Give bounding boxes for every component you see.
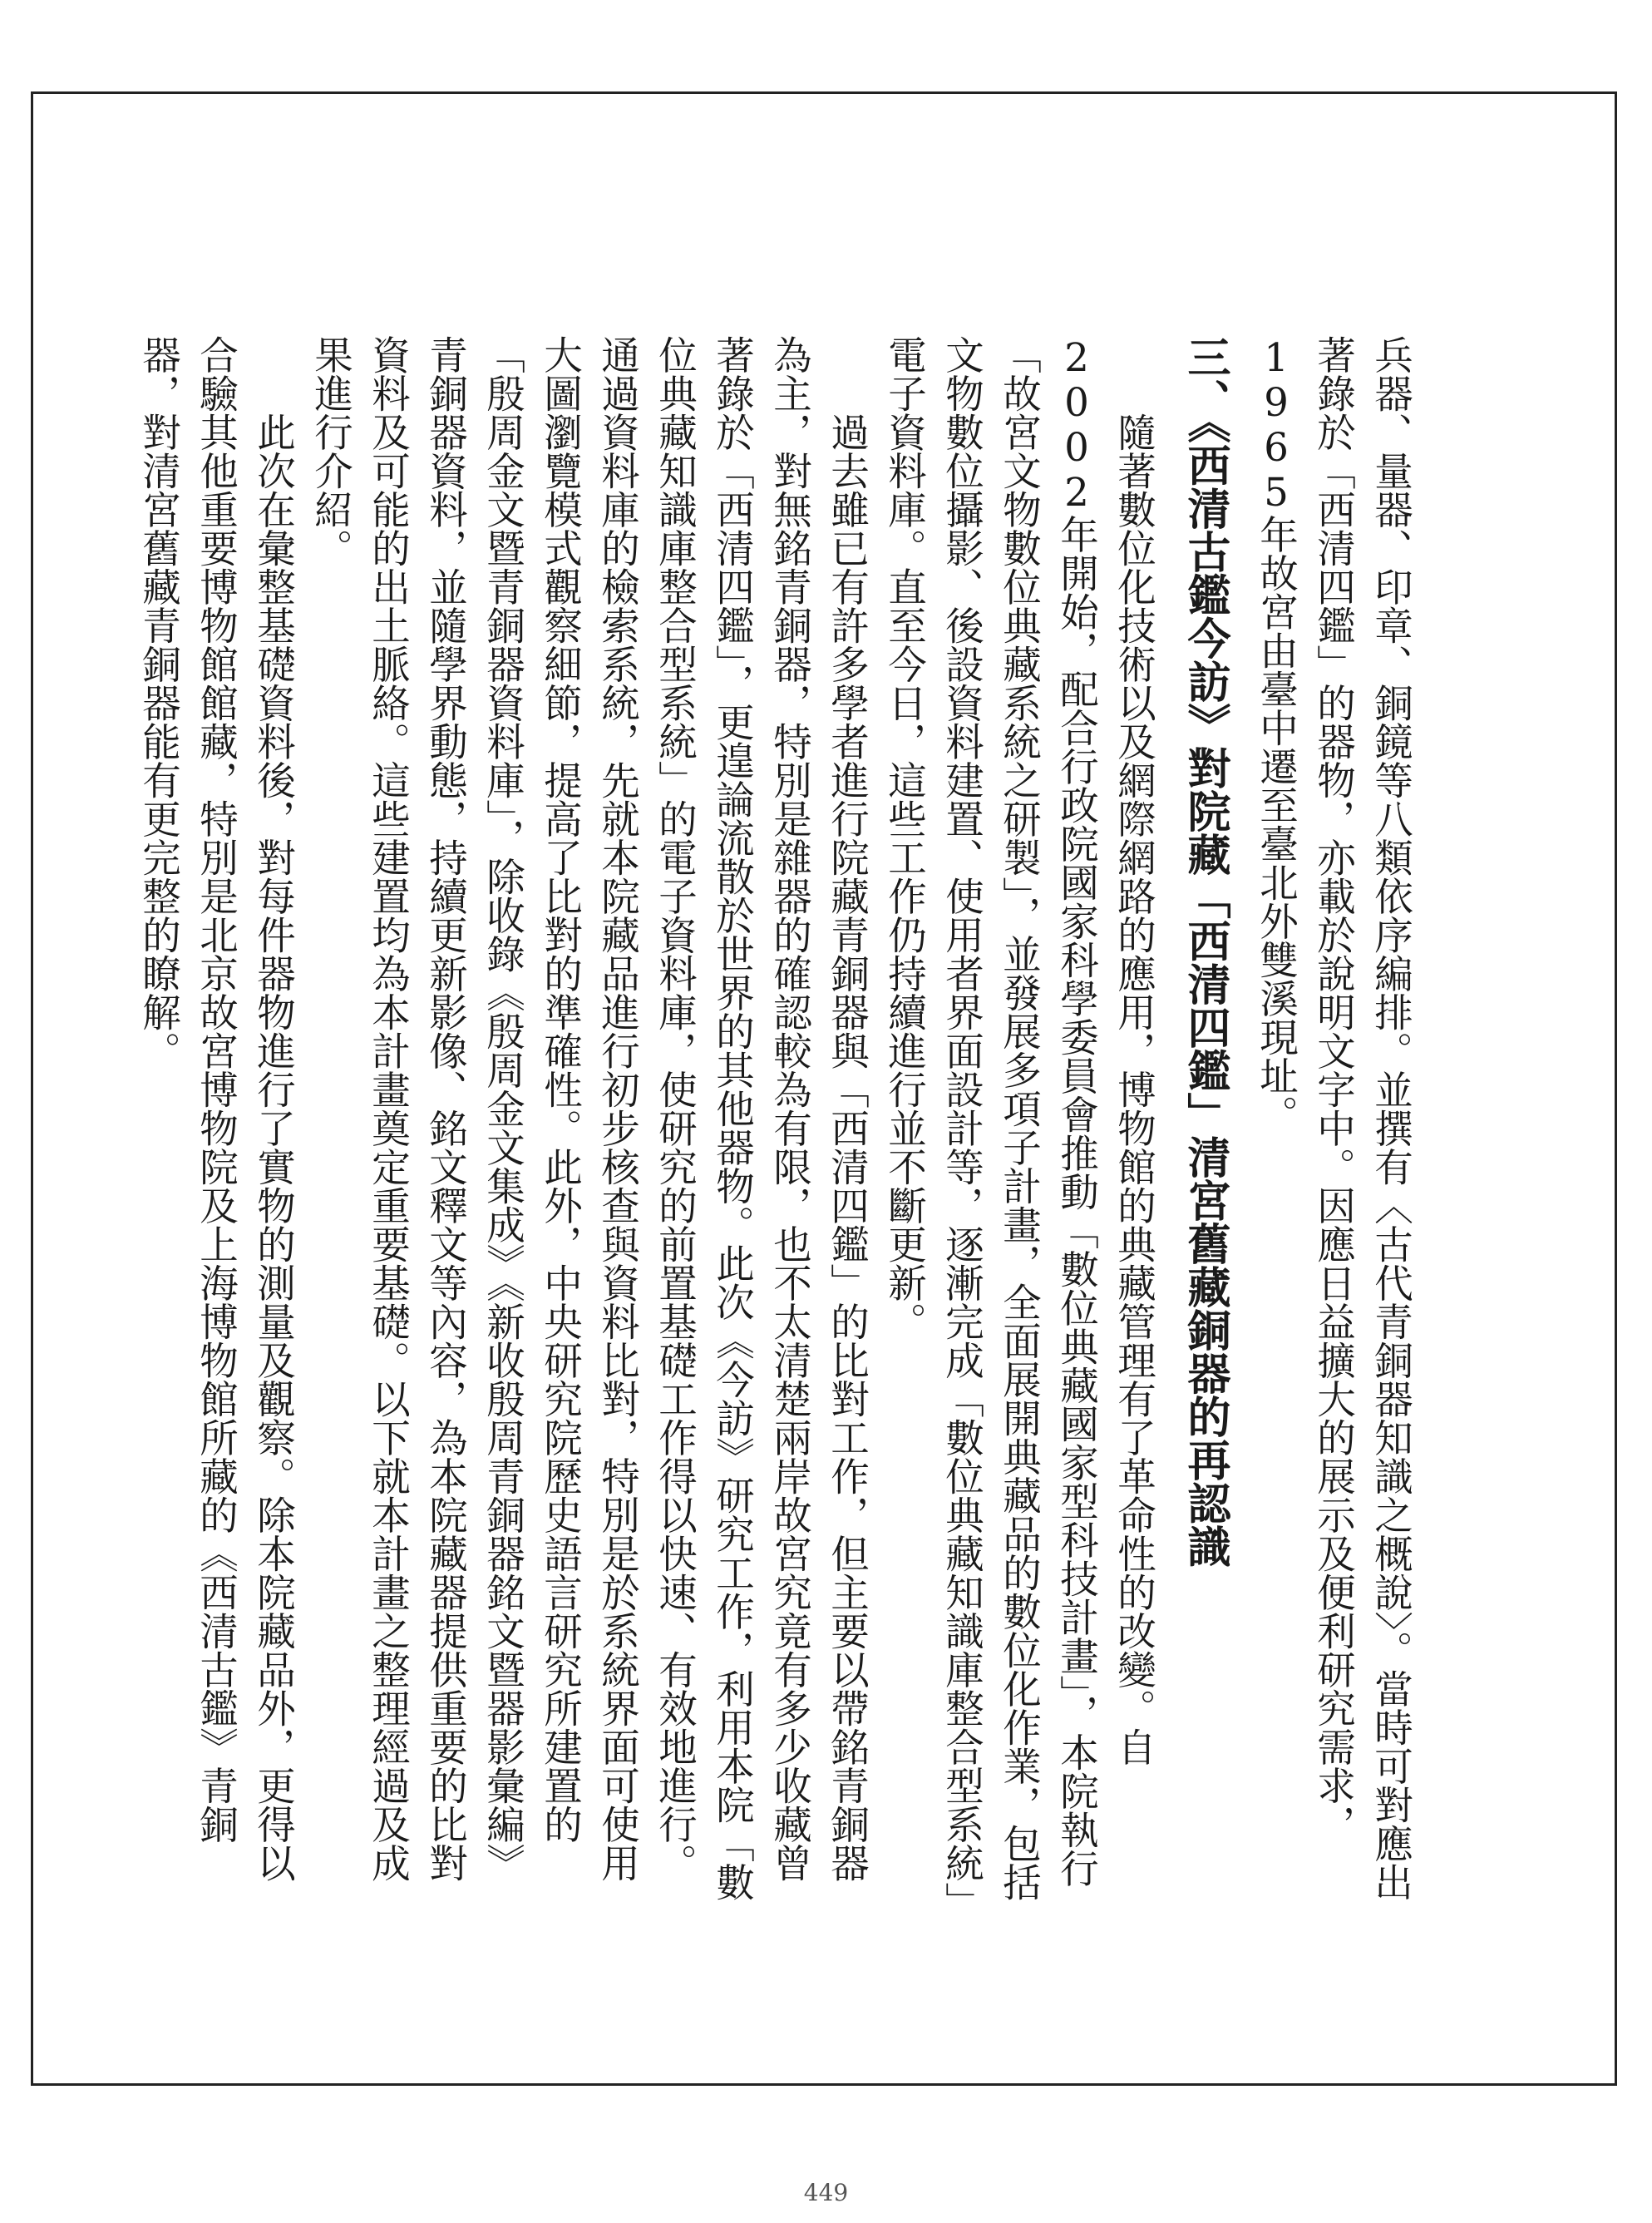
section-heading: 三、《西清古鑑今訪》對院藏「西清四鑑」清宮舊藏銅器的再認識 <box>1180 335 1230 1568</box>
paragraph-continued: 兵器、量器、印章、銅鏡等八類依序編排。並撰有〈古代青銅器知識之概說〉。當時可對應出著錄於「西清四鑑」的器物，亦載於說明文字中。因應日益擴大的展示及便利研究需求，1965年故宮由臺中遷至臺北外雙溪現址。 <box>1254 335 1413 1902</box>
page-frame <box>31 91 1617 2086</box>
paragraph-past-research: 過去雖已有許多學者進行院藏青銅器與「西清四鑑」的比對工作，但主要以帶銘青銅器為主，對無銘青銅器，特別是雜器的確認較為有限，也不太清楚兩岸故宮究竟有多少收藏曾著錄於「西清四鑑」，更遑論流散於世界的其他器物。此次《今訪》研究工作，利用本院「數位典藏知識庫整合型系統」的電子資料庫，使研究的前置基礎工作得以快速、有效地進行。通過資料庫的檢索系統，先就本院藏品進行初步核查與資料比對，特別是於系統界面可使用大圖瀏覽模式觀察細節，提高了比對的準確性。此外，中央研究院歷史語言研究所建置的「殷周金文暨青銅器資料庫」，除收錄《殷周金文集成》《新收殷周青銅器銘文暨器影彙編》青銅器資料，並隨學界動態，持續更新影像、銘文釋文等內容，為本院藏器提供重要的比對資料及可能的出土脈絡。這些建置均為本計畫奠定重要基礎。以下就本計畫之整理經過及成果進行介紹。 <box>308 335 870 1902</box>
paragraph-digitization: 隨著數位化技術以及網際網路的應用，博物館的典藏管理有了革命性的改變。自2002年開始，配合行政院國家科學委員會推動「數位典藏國家型科技計畫」，本院執行「故宮文物數位典藏系統之研製」，並發展多項子計畫，全面展開典藏品的數位化作業，包括文物數位攝影、後設資料建置、使用者界面設計等，逐漸完成「數位典藏知識庫整合型系統」電子資料庫。直至今日，這些工作仍持續進行並不斷更新。 <box>882 335 1156 1902</box>
paragraph-measurement: 此次在彙整基礎資料後，對每件器物進行了實物的測量及觀察。除本院藏品外，更得以合驗其他重要博物館館藏，特別是北京故宮博物院及上海博物館所藏的《西清古鑑》青銅器，對清宮舊藏青銅器能有更完整的瞭解。 <box>136 335 296 1882</box>
page-number: 449 <box>803 2179 849 2206</box>
vertical-text-body <box>130 335 1419 1915</box>
